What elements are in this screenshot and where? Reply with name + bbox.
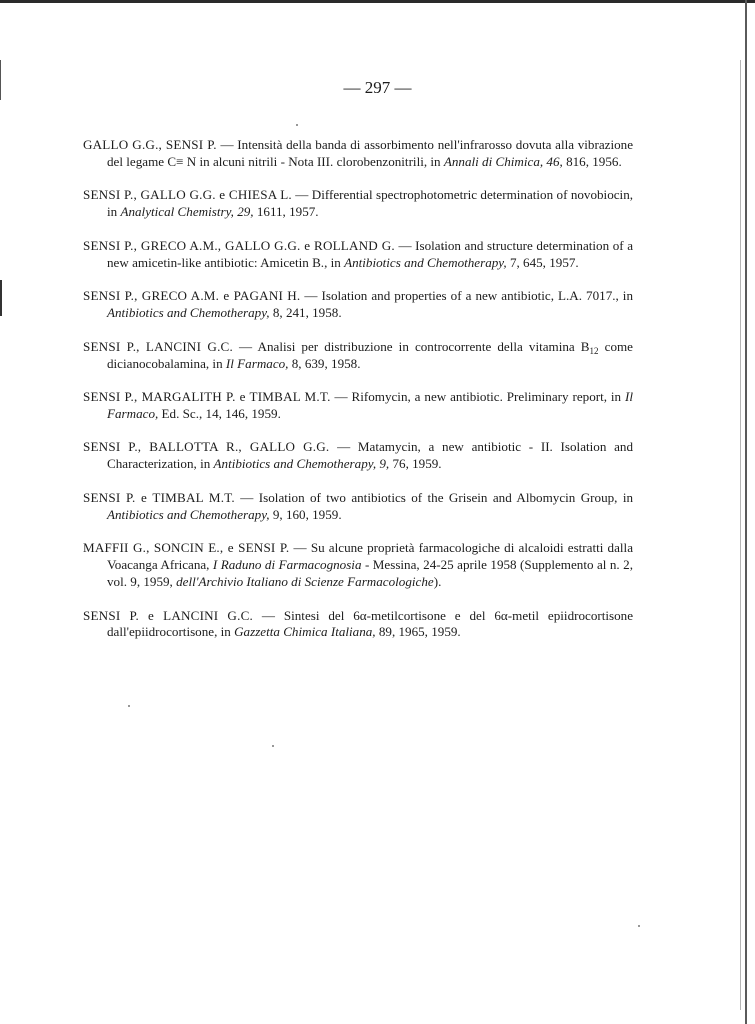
reference-title: Matamycin, a new antibiotic - II. Isolation and Characterization, in	[107, 439, 633, 472]
reference-title-continued: N in alcuni nitrili - Nota III. clorobenzonitrili, in	[186, 153, 444, 169]
reference-title: Isolation and properties of a new antibiotic, L.A. 7017., in	[321, 288, 633, 304]
reference-title: Su alcune proprietà farmacologiche di alcaloidi estratti dalla Voacanga Africana,	[107, 540, 633, 573]
scan-speck	[272, 745, 274, 747]
reference-details: 76, 1959.	[389, 456, 442, 472]
bibliography-list	[83, 137, 633, 658]
reference-entry	[83, 389, 633, 423]
reference-journal-secondary: dell'Archivio Italiano di Scienze Farmacologiche	[176, 574, 434, 590]
reference-separator: —	[232, 338, 258, 354]
reference-separator: —	[291, 187, 312, 203]
reference-entry	[83, 540, 633, 591]
reference-title-continued: come dicianocobalamina, in	[107, 338, 633, 371]
reference-separator: —	[252, 607, 284, 623]
page-number: — 297 —	[343, 78, 412, 97]
reference-details: 7, 645, 1957.	[506, 254, 579, 270]
scan-speck	[128, 705, 130, 707]
reference-journal: Antibiotics and Chemotherapy,	[344, 254, 507, 270]
scan-right-edge	[745, 0, 747, 1024]
reference-separator: —	[300, 288, 322, 304]
reference-details: 8, 639, 1958.	[288, 355, 361, 371]
scan-speck	[638, 925, 640, 927]
reference-authors: MAFFII G., SONCIN E., e SENSI P.	[83, 540, 290, 556]
reference-authors: GALLO G.G., SENSI P.	[83, 137, 217, 152]
reference-authors: SENSI P. e TIMBAL M.T.	[83, 489, 235, 505]
reference-entry	[83, 187, 633, 221]
reference-separator: —	[330, 389, 352, 405]
reference-entry	[83, 137, 633, 171]
reference-journal: Antibiotics and Chemotherapy, 9,	[213, 456, 390, 472]
reference-separator: —	[289, 540, 311, 556]
scan-right-shadow	[740, 60, 741, 1010]
reference-journal: I Raduno di Farmacognosia	[212, 557, 362, 573]
reference-title: Intensità della banda di assorbimento nell'infrarosso dovuta alla vibrazione del legame C	[107, 137, 634, 169]
reference-journal: Il Farmaco,	[225, 355, 289, 371]
reference-entry	[83, 339, 633, 373]
reference-separator: —	[329, 439, 358, 455]
reference-details: 8, 241, 1958.	[269, 305, 342, 321]
reference-separator: —	[394, 237, 416, 253]
reference-authors: SENSI P., GALLO G.G. e CHIESA L.	[83, 187, 292, 203]
triple-bond-symbol: ≡	[176, 153, 184, 169]
reference-details: ).	[433, 574, 442, 590]
reference-entry	[83, 490, 633, 524]
reference-title: Isolation and structure determination of a new amicetin-like antibiotic: Amicetin B., in	[107, 237, 634, 270]
reference-title: Sintesi del 6α-metilcortisone e del 6α-metil epiidrocortisone dall'epiidrocortisone, in	[107, 607, 634, 640]
reference-entry	[83, 238, 633, 272]
reference-journal: Il Farmaco,	[107, 389, 634, 421]
reference-journal: Analytical Chemistry, 29,	[120, 204, 254, 220]
reference-entry	[83, 439, 633, 473]
reference-title: Analisi per distribuzione in controcorrente della vitamina B	[257, 338, 590, 354]
reference-journal: Antibiotics and Chemotherapy,	[107, 305, 270, 321]
reference-entry	[83, 288, 633, 322]
vitamin-subscript: 12	[589, 345, 599, 356]
reference-entry	[83, 608, 633, 642]
reference-details-mid: - Messina, 24-25 aprile 1958 (Supplemento al n. 2, vol. 9, 1959,	[107, 557, 633, 590]
reference-title: Rifomycin, a new antibiotic. Preliminary report, in	[351, 389, 626, 405]
reference-authors: SENSI P. e LANCINI G.C.	[83, 607, 253, 623]
reference-details: 89, 1965, 1959.	[375, 624, 461, 640]
reference-journal: Annali di Chimica, 46,	[443, 153, 563, 169]
reference-authors: SENSI P., GRECO A.M., GALLO G.G. e ROLLAND G.	[83, 237, 395, 253]
reference-separator: —	[216, 137, 238, 152]
scan-left-mark	[0, 280, 2, 316]
reference-authors: SENSI P., BALLOTTA R., GALLO G.G.	[83, 439, 330, 455]
scan-speck	[296, 124, 298, 126]
reference-details: 9, 160, 1959.	[269, 506, 342, 522]
reference-authors: SENSI P., GRECO A.M. e PAGANI H.	[83, 288, 301, 304]
reference-journal: Gazzetta Chimica Italiana,	[234, 624, 376, 640]
reference-title: Isolation of two antibiotics of the Grisein and Albomycin Group, in	[258, 489, 634, 505]
reference-details: Ed. Sc., 14, 146, 1959.	[158, 405, 281, 421]
reference-details: 1611, 1957.	[253, 204, 319, 220]
reference-title: Differential spectrophotometric determination of novobiocin, in	[107, 187, 634, 220]
reference-separator: —	[234, 489, 259, 505]
reference-authors: SENSI P., MARGALITH P. e TIMBAL M.T.	[83, 389, 331, 405]
scan-top-border	[0, 0, 755, 3]
reference-journal: Antibiotics and Chemotherapy,	[107, 506, 270, 522]
reference-details: 816, 1956.	[562, 153, 622, 169]
reference-authors: SENSI P., LANCINI G.C.	[83, 338, 233, 354]
